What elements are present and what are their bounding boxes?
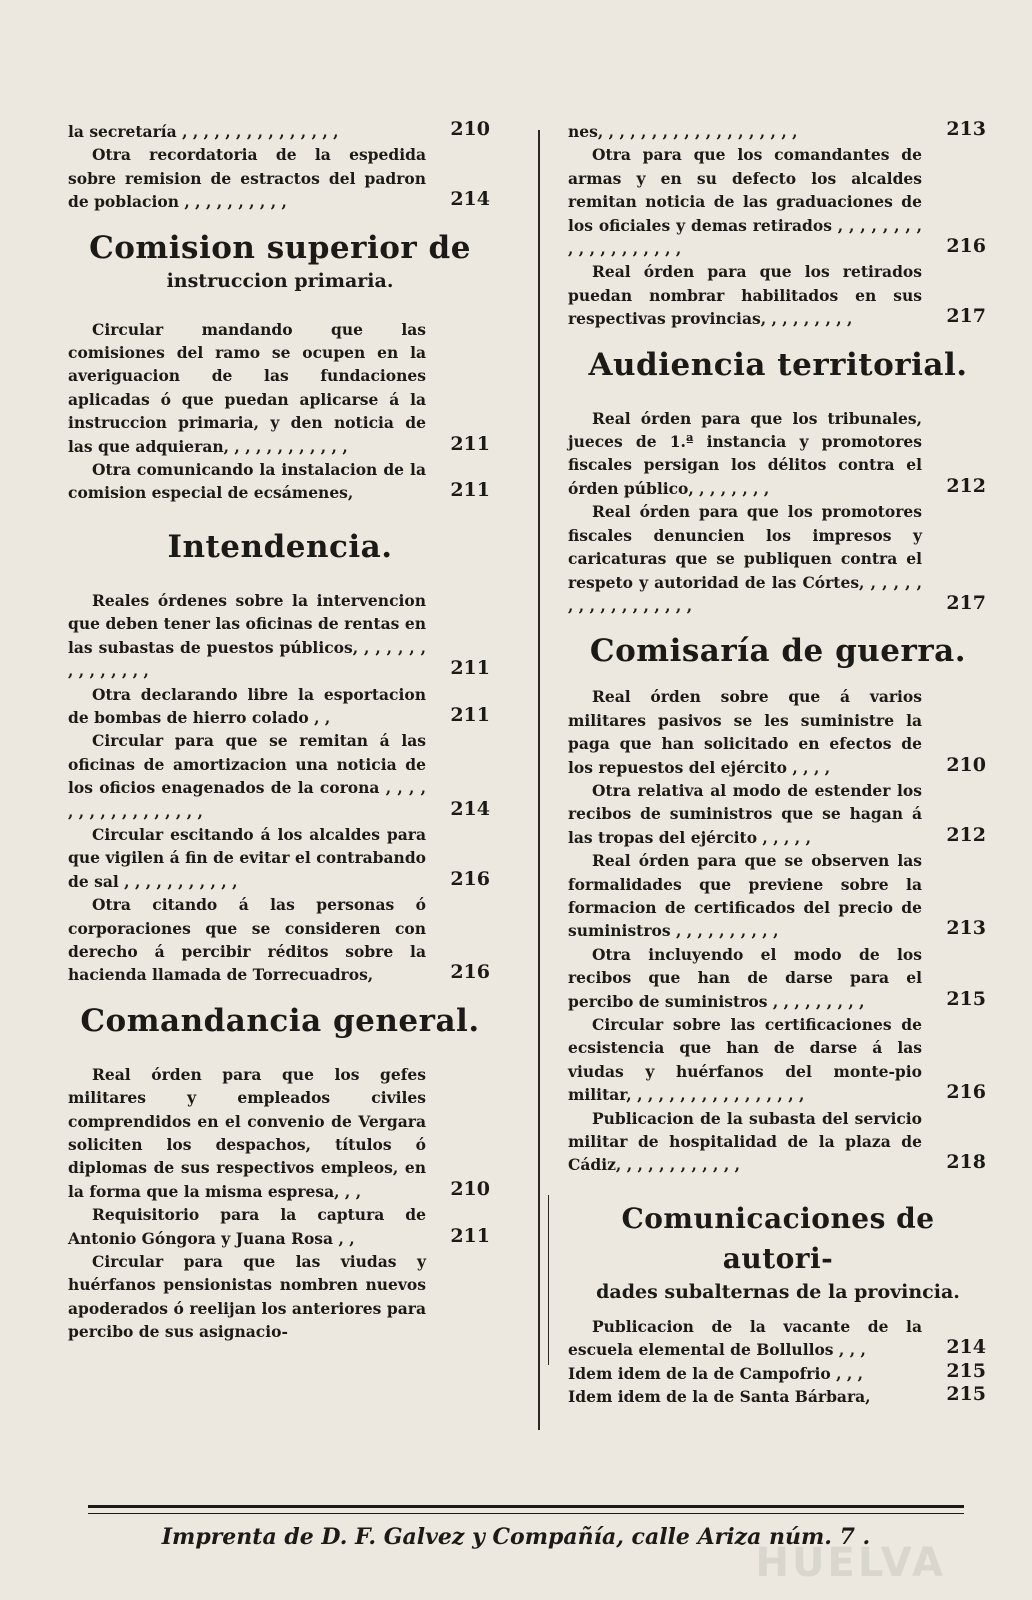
index-entry: Idem idem de la de Santa Bárbara, 215 — [568, 1383, 986, 1407]
index-entry: Idem idem de la de Campofrio , , , 215 — [568, 1359, 986, 1383]
index-entry: Otra citando á las personas ó corporaciones que se consideren con derecho á percibir réditos sobre la hacienda llamada de Torrecuadros, 216 — [68, 895, 490, 985]
page-number: 217 — [946, 305, 986, 328]
section-heading: Audiencia territorial. — [588, 346, 968, 383]
page-number: 211 — [450, 703, 490, 726]
index-entry: Real órden para que los retirados puedan nombrar habilitados en sus respectivas provincias, , , , , , , , , 217 — [568, 262, 986, 329]
page-number: 216 — [450, 961, 490, 984]
index-entry: Otra para que los comandantes de armas y en su defecto los alcaldes remitan noticia de las graduaciones de los oficiales y demas retirados , , , , , , , , , , , , , , , , , , , 216 — [568, 145, 986, 259]
page-number: 212 — [946, 474, 986, 497]
index-entry: Otra comunicando la instalacion de la comision especial de ecsámenes, 211 — [68, 460, 490, 503]
section-heading: Comisaría de guerra. — [589, 633, 967, 670]
page-number: 216 — [946, 1081, 986, 1104]
page-number: 210 — [450, 1177, 490, 1200]
section-heading: Comandancia general. — [80, 1002, 480, 1039]
index-entry: Otra declarando libre la esportacion de bombas de hierro colado , , 211 — [68, 684, 490, 727]
index-entry: Otra incluyendo el modo de los recibos que han de darse para el percibo de suministros , , , , , , , , , 215 — [568, 944, 986, 1011]
index-entry: Circular mandando que las comisiones del ramo se ocupen en la averiguacion de las fundaciones aplicadas ó que puedan aplicarse á la instruccion primaria, y den noticia de las que adquieran, , , , , , , , , , , , 211 — [68, 319, 490, 456]
page-number: 210 — [450, 118, 490, 140]
section-heading: Intendencia. — [167, 528, 393, 565]
page-number: 211 — [450, 1224, 490, 1247]
page-number: 216 — [450, 867, 490, 890]
page-number: 215 — [946, 1359, 986, 1382]
column-divider — [538, 130, 540, 1430]
footer-rule — [88, 1505, 964, 1508]
index-entry: Real órden para que los tribunales, jueces de 1.ª instancia y promotores fiscales persigan los délitos contra el órden público, , , , , , , , 212 — [568, 408, 986, 498]
archive-watermark: HUELVA — [755, 1540, 946, 1586]
index-entry: Circular sobre las certificaciones de ecsistencia que han de darse á las viudas y huérfanos del monte-pio militar, , , , , , , , , , , , , , , , , 216 — [568, 1015, 986, 1105]
page-number: 216 — [946, 235, 986, 258]
index-entry: Circular escitando á los alcaldes para que vigilen á fin de evitar el contrabando de sal , , , , , , , , , , , 216 — [68, 824, 490, 891]
index-entry: nes, , , , , , , , , , , , , , , , , , , 213 — [568, 118, 986, 141]
index-entry: Otra relativa al modo de estender los recibos de suministros que se hagan á las tropas del ejército , , , , , 212 — [568, 780, 986, 847]
page-number: 213 — [946, 917, 986, 940]
page-number: 214 — [946, 1336, 986, 1359]
page-number: 211 — [450, 657, 490, 680]
index-entry: Publicacion de la subasta del servicio militar de hospitalidad de la plaza de Cádiz, , , , , , , , , , , , 218 — [568, 1108, 986, 1175]
section-heading: Comision superior de — [89, 229, 471, 266]
section-subheading: instruccion primaria. — [166, 269, 394, 292]
right-column — [568, 120, 988, 1408]
page-number: 215 — [946, 1383, 986, 1406]
index-entry: Reales órdenes sobre la intervencion que deben tener las oficinas de rentas en las subastas de puestos públicos, , , , , , , , , , , , , , , 211 — [68, 590, 490, 681]
printer-imprint: Imprenta de D. F. Galvez y Compañía, calle Ariza núm. 7 . — [161, 1524, 871, 1550]
section-subheading: dades subalternas de la provincia. — [596, 1280, 960, 1303]
page-number: 212 — [946, 823, 986, 846]
column-divider-short — [548, 1195, 549, 1365]
page-number: 218 — [946, 1151, 986, 1174]
index-entry: Real órden para que los promotores fiscales denuncien los impresos y caricaturas que se publiquen contra el respeto y autoridad de las Córtes, , , , , , , , , , , , , , , , , , 217 — [568, 502, 986, 615]
page-number: 211 — [450, 432, 490, 455]
index-entry: la secretaría , , , , , , , , , , , , , , , 210 — [68, 118, 490, 141]
page-number: 210 — [946, 753, 986, 776]
index-entry: Requisitorio para la captura de Antonio Góngora y Juana Rosa , , 211 — [68, 1205, 490, 1248]
page-number: 215 — [946, 987, 986, 1010]
index-entry: Real órden sobre que á varios militares pasivos se les suministre la paga que han solicitado en efectos de los repuestos del ejército , , , , 210 — [568, 687, 986, 777]
page-number: 211 — [450, 479, 490, 502]
left-column — [68, 120, 492, 1344]
index-entry: Otra recordatoria de la espedida sobre remision de estractos del padron de poblacion , , , , , , , , , , 214 — [68, 145, 490, 212]
page-number: 214 — [450, 797, 490, 820]
page-number: 217 — [946, 591, 986, 614]
page-number: 213 — [946, 118, 986, 140]
index-entry: Real órden para que los gefes militares y empleados civiles comprendidos en el convenio de Vergara soliciten los despachos, títulos ó diplomas de sus respectivos empleos, en la forma que la misma espresa, , , 210 — [68, 1064, 490, 1201]
page-number: 214 — [450, 188, 490, 211]
section-heading: Comunicaciones de autori- — [621, 1201, 935, 1275]
index-entry: Publicacion de la vacante de la escuela elemental de Bollullos , , , 214 — [568, 1316, 986, 1360]
index-entry: Real órden para que se observen las formalidades que previene sobre la formacion de certificados del precio de suministros , , , , , , , , , , 213 — [568, 851, 986, 941]
footer-rule — [88, 1513, 964, 1514]
index-entry: Circular para que se remitan á las oficinas de amortizacion una noticia de los oficios enagenados de la corona , , , , , , , , , , , , , , , , , 214 — [68, 731, 490, 821]
index-entry: Circular para que las viudas y huérfanos pensionistas nombren nuevos apoderados ó reelijan los anteriores para percibo de sus asignacio- — [68, 1252, 426, 1342]
